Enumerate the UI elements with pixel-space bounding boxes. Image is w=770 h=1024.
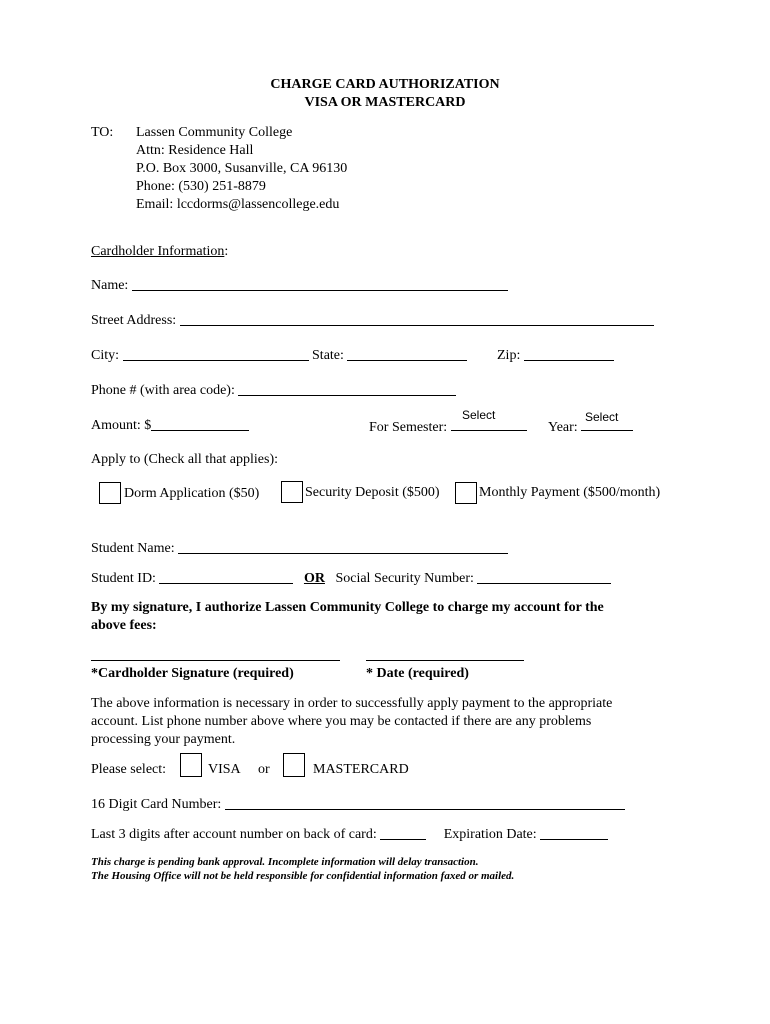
or-text: OR xyxy=(303,571,325,586)
cardholder-section-heading xyxy=(91,243,228,261)
amount-label: Amount: $ xyxy=(91,418,152,433)
signature-label: *Cardholder Signature (required) xyxy=(91,666,294,681)
year-label: Year: xyxy=(548,420,578,435)
year-group xyxy=(548,417,633,437)
year-select[interactable] xyxy=(581,417,633,431)
visa-label: VISA xyxy=(208,762,241,777)
amount-group xyxy=(91,417,249,435)
security-deposit-checkbox[interactable] xyxy=(281,481,303,503)
semester-select[interactable] xyxy=(451,417,527,431)
date-line[interactable] xyxy=(366,660,524,661)
card-number-row xyxy=(91,796,625,814)
street-label: Street Address: xyxy=(91,313,177,328)
authorization-line-1: By my signature, I authorize Lassen Community College to charge my account for the xyxy=(91,600,604,615)
semester-label: For Semester: xyxy=(369,420,448,435)
year-select-hint[interactable]: Select xyxy=(585,410,619,424)
monthly-payment-label: Monthly Payment ($500/month) xyxy=(479,485,661,500)
ssn-label: Social Security Number: xyxy=(335,571,474,586)
recipient-name: Lassen Community College xyxy=(136,125,293,140)
card-number-field[interactable] xyxy=(225,796,625,810)
student-name-label: Student Name: xyxy=(91,541,175,556)
monthly-payment-checkbox[interactable] xyxy=(455,482,477,504)
city-state-zip-row xyxy=(91,347,467,365)
authorization-line-2: above fees: xyxy=(91,618,157,633)
semester-group xyxy=(369,417,527,437)
dorm-application-checkbox[interactable] xyxy=(99,482,121,504)
info-line-2: account. List phone number above where you may be contacted if there are any problems xyxy=(91,714,592,729)
zip-field[interactable] xyxy=(524,347,614,361)
disclaimer-line-2: The Housing Office will not be held responsible for confidential information faxed or mailed. xyxy=(91,870,515,882)
street-address-field[interactable] xyxy=(180,312,654,326)
cvv-expiration-row xyxy=(91,826,608,844)
zip-label: Zip: xyxy=(497,348,521,363)
name-field[interactable] xyxy=(132,277,508,291)
zip-group xyxy=(497,347,614,365)
info-line-3: processing your payment. xyxy=(91,732,236,747)
signature-line[interactable] xyxy=(91,660,340,661)
authorization-statement xyxy=(91,599,604,635)
disclaimer-notes xyxy=(91,855,514,883)
student-id-field[interactable] xyxy=(159,570,293,584)
dorm-application-label: Dorm Application ($50) xyxy=(124,486,260,501)
student-id-row xyxy=(91,570,611,588)
disclaimer-line-1: This charge is pending bank approval. Incomplete information will delay transaction. xyxy=(91,856,479,868)
card-number-label: 16 Digit Card Number: xyxy=(91,797,222,812)
recipient-po-box: P.O. Box 3000, Susanville, CA 96130 xyxy=(136,161,348,176)
date-label: * Date (required) xyxy=(366,666,469,681)
amount-field[interactable] xyxy=(151,417,249,431)
city-field[interactable] xyxy=(123,347,309,361)
city-label: City: xyxy=(91,348,120,363)
or-label: or xyxy=(258,762,270,777)
mastercard-checkbox[interactable] xyxy=(283,753,305,777)
cvv-field[interactable] xyxy=(380,826,426,840)
phone-field[interactable] xyxy=(238,382,456,396)
expiration-label: Expiration Date: xyxy=(443,827,537,842)
mastercard-label: MASTERCARD xyxy=(313,762,409,777)
ssn-field[interactable] xyxy=(477,570,611,584)
recipient-address xyxy=(136,124,347,214)
form-title xyxy=(0,76,770,112)
form-title-line-2: VISA OR MASTERCARD xyxy=(304,95,466,110)
state-label: State: xyxy=(312,348,344,363)
info-line-1: The above information is necessary in order to successfully apply payment to the appropriate xyxy=(91,696,613,711)
recipient-email: Email: lccdorms@lassencollege.edu xyxy=(136,197,340,212)
phone-row xyxy=(91,382,456,400)
name-row xyxy=(91,277,508,295)
student-name-row xyxy=(91,540,508,558)
semester-select-hint[interactable]: Select xyxy=(462,408,496,422)
cardholder-section-label: Cardholder Information xyxy=(91,244,225,259)
student-name-field[interactable] xyxy=(178,540,508,554)
recipient-phone: Phone: (530) 251-8879 xyxy=(136,179,266,194)
apply-to-label: Apply to (Check all that applies): xyxy=(91,452,279,467)
form-title-line-1: CHARGE CARD AUTHORIZATION xyxy=(270,77,500,92)
expiration-field[interactable] xyxy=(540,826,608,840)
visa-checkbox[interactable] xyxy=(180,753,202,777)
security-deposit-label: Security Deposit ($500) xyxy=(305,485,440,500)
cvv-label: Last 3 digits after account number on back of card: xyxy=(91,827,377,842)
street-row xyxy=(91,312,654,330)
recipient-attn: Attn: Residence Hall xyxy=(136,143,254,158)
to-label: TO: xyxy=(91,125,114,140)
state-field[interactable] xyxy=(347,347,467,361)
name-label: Name: xyxy=(91,278,129,293)
info-paragraph xyxy=(91,695,612,749)
cardholder-section-colon: : xyxy=(224,244,229,259)
student-id-label: Student ID: xyxy=(91,571,156,586)
please-select-label: Please select: xyxy=(91,762,167,777)
phone-label: Phone # (with area code): xyxy=(91,383,235,398)
